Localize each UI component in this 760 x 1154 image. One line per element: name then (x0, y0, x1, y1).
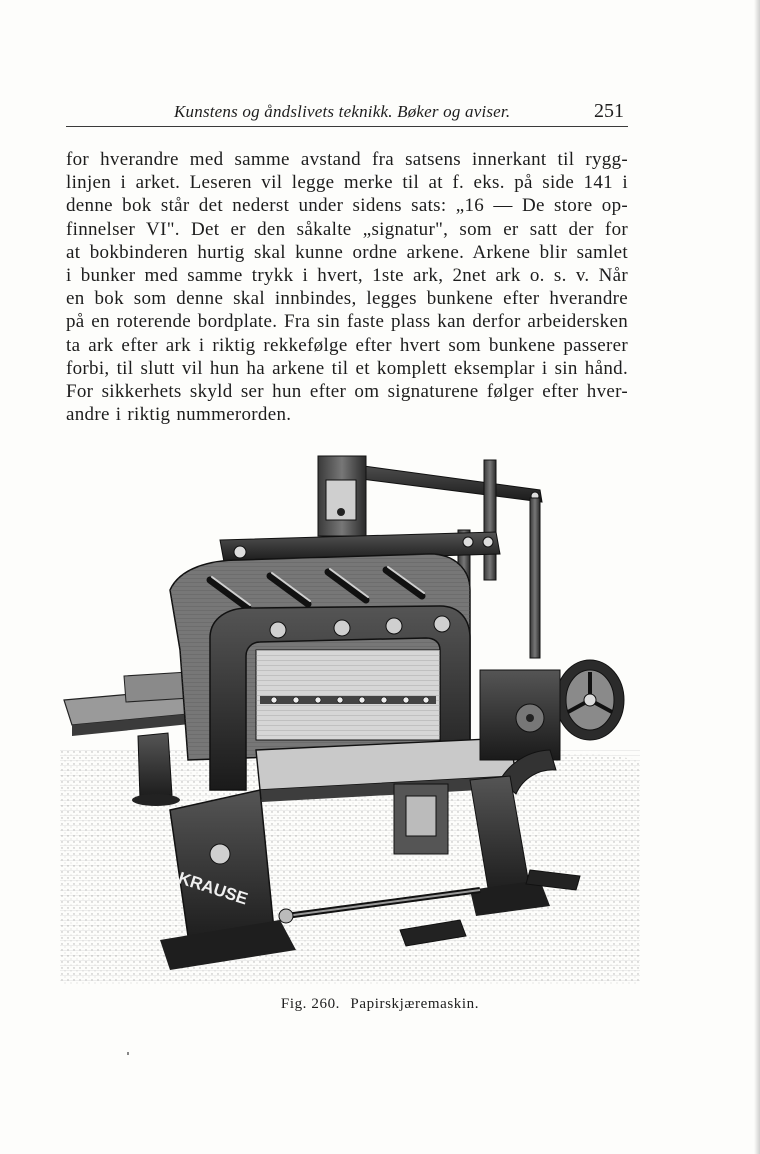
print-speck (127, 1052, 129, 1055)
body-paragraph (66, 148, 628, 426)
text-line: denne bok står det nederst under sidens sats: „16 — De store op- (66, 195, 628, 217)
text-line: ta ark efter ark i riktig rekkefølge efter hvert som bunkene passerer (66, 334, 628, 356)
text-line: på en roterende bordplate. Fra sin faste plass kan derfor arbeidersken (66, 311, 628, 333)
text-line: at bokbinderen hurtig skal kunne ordne arkene. Arkene blir samlet (66, 241, 628, 263)
text-line: andre i riktig nummerorden. (66, 404, 292, 426)
text-line: for hverandre med samme avstand fra satsens innerkant til rygg- (66, 149, 628, 170)
running-title: Kunstens og åndslivets teknikk. Bøker og aviser. (174, 102, 511, 121)
text-line: forbi, til slutt vil hun ha arkene til et komplett eksemplar i sin hånd. (66, 357, 628, 379)
text-line: For sikkerhets skyld ser hun efter om signaturene følger efter hver- (66, 380, 628, 402)
running-header (66, 100, 628, 127)
text-line: en bok som denne skal innbindes, legges bunkene efter hverandre (66, 288, 628, 310)
figure-title: Papirskjæremaskin. (350, 996, 480, 1012)
text-line: i bunker med samme trykk i hvert, 1ste ark, 2net ark o. s. v. Når (66, 264, 628, 286)
text-line: linjen i arket. Leseren vil legge merke til at f. eks. på side 141 i (66, 172, 628, 194)
page-number: 251 (594, 100, 624, 122)
figure-number: Fig. 260. (280, 996, 341, 1012)
page-edge-shadow (754, 0, 760, 1154)
figure-caption (0, 996, 760, 1013)
krause-maker-plate: KRAUSE (175, 868, 251, 909)
paper-cutting-machine-illustration (60, 450, 640, 985)
text-line: finnelser VI". Det er den såkalte „signatur", som er satt der for (66, 218, 628, 240)
